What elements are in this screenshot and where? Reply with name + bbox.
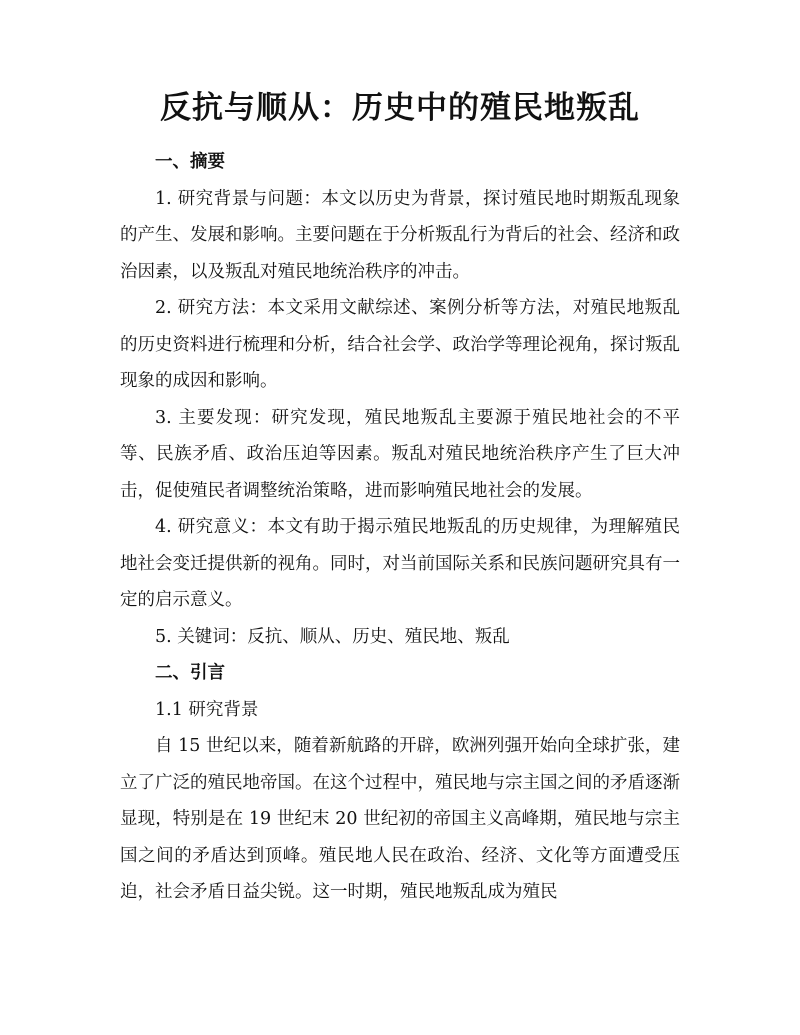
background-paragraph: 自 15 世纪以来，随着新航路的开辟，欧洲列强开始向全球扩张，建立了广泛的殖民地帝国。在这个过程中，殖民地与宗主国之间的矛盾逐渐显现，特别是在 19 世纪末 20 世纪初的帝国主义高峰期，殖民地与宗主国之间的矛盾达到顶峰。殖民地人民在政治、经济、文化等方面遭受压迫，社会矛盾日益尖锐。这一时期，殖民地叛乱成为殖民 (120, 736, 680, 902)
abstract-item-background: 1. 研究背景与问题：本文以历史为背景，探讨殖民地时期叛乱现象的产生、发展和影响。主要问题在于分析叛乱行为背后的社会、经济和政治因素，以及叛乱对殖民地统治秩序的冲击。 (120, 188, 680, 282)
abstract-item-findings: 3. 主要发现：研究发现，殖民地叛乱主要源于殖民地社会的不平等、民族矛盾、政治压迫等因素。叛乱对殖民地统治秩序产生了巨大冲击，促使殖民者调整统治策略，进而影响殖民地社会的发展。 (120, 407, 680, 501)
abstract-item-method: 2. 研究方法：本文采用文献综述、案例分析等方法，对殖民地叛乱的历史资料进行梳理和分析，结合社会学、政治学等理论视角，探讨叛乱现象的成因和影响。 (120, 298, 680, 391)
subsection-heading-background: 1.1 研究背景 (155, 699, 259, 720)
section-heading-introduction: 二、引言 (155, 663, 225, 683)
document-body (120, 144, 680, 911)
section-heading-abstract: 一、摘要 (155, 152, 225, 172)
abstract-item-keywords: 5. 关键词：反抗、顺从、历史、殖民地、叛乱 (155, 626, 510, 647)
abstract-item-significance: 4. 研究意义：本文有助于揭示殖民地叛乱的历史规律，为理解殖民地社会变迁提供新的视角。同时，对当前国际关系和民族问题研究具有一定的启示意义。 (120, 517, 680, 610)
document-title: 反抗与顺从：历史中的殖民地叛乱 (160, 90, 640, 126)
